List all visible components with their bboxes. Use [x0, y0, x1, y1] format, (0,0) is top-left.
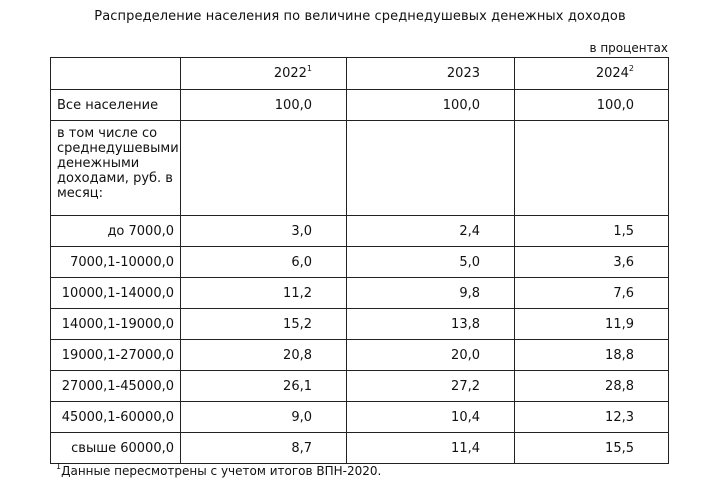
unit-label: в процентах	[589, 41, 668, 55]
cell-value: 3,0	[181, 216, 347, 247]
cell-value: 12,3	[515, 402, 669, 433]
cell-value: 2,4	[347, 216, 515, 247]
cell-value: 9,0	[181, 402, 347, 433]
total-row	[51, 90, 669, 121]
cell-value: 100,0	[181, 90, 347, 121]
table-row	[51, 371, 669, 402]
row-label: до 7000,0	[51, 216, 181, 247]
cell-value: 20,0	[347, 340, 515, 371]
cell-value: 6,0	[181, 247, 347, 278]
cell-value: 11,9	[515, 309, 669, 340]
table-row	[51, 216, 669, 247]
cell-value: 100,0	[347, 90, 515, 121]
cell-value: 8,7	[181, 433, 347, 464]
header-row	[51, 58, 669, 90]
description-label: в том числе со среднедушевыми денежными доходами, руб. в месяц:	[51, 121, 181, 216]
header-year-2022: 2022$^1$	[181, 58, 347, 90]
row-label: Все население	[51, 90, 181, 121]
row-label: свыше 60000,0	[51, 433, 181, 464]
cell-value: 100,0	[515, 90, 669, 121]
empty-cell	[181, 121, 347, 216]
row-label: 7000,1-10000,0	[51, 247, 181, 278]
cell-value: 15,2	[181, 309, 347, 340]
empty-cell	[515, 121, 669, 216]
cell-value: 26,1	[181, 371, 347, 402]
cell-value: 3,6	[515, 247, 669, 278]
row-label: 14000,1-19000,0	[51, 309, 181, 340]
row-label: 45000,1-60000,0	[51, 402, 181, 433]
row-label: 19000,1-27000,0	[51, 340, 181, 371]
footnote-mark: 1	[56, 462, 62, 471]
cell-value: 13,8	[347, 309, 515, 340]
cell-value: 18,8	[515, 340, 669, 371]
cell-value: 1,5	[515, 216, 669, 247]
table-row	[51, 278, 669, 309]
header-year-2023: 2023	[347, 58, 515, 90]
table-title: Распределение населения по величине среднедушевых денежных доходов	[94, 9, 626, 24]
cell-value: 11,4	[347, 433, 515, 464]
table-row	[51, 433, 669, 464]
table-row	[51, 340, 669, 371]
empty-cell	[347, 121, 515, 216]
cell-value: 27,2	[347, 371, 515, 402]
cell-value: 7,6	[515, 278, 669, 309]
cell-value: 10,4	[347, 402, 515, 433]
cell-value: 28,8	[515, 371, 669, 402]
footnote-text: Данные пересмотрены с учетом итогов ВПН-2020.	[61, 464, 382, 478]
cell-value: 9,8	[347, 278, 515, 309]
cell-value: 5,0	[347, 247, 515, 278]
table-row	[51, 247, 669, 278]
cell-value: 11,2	[181, 278, 347, 309]
cell-value: 20,8	[181, 340, 347, 371]
row-label: 10000,1-14000,0	[51, 278, 181, 309]
cell-value: 15,5	[515, 433, 669, 464]
footnote	[56, 464, 381, 478]
income-distribution-table	[50, 57, 669, 464]
row-label: 27000,1-45000,0	[51, 371, 181, 402]
header-empty-cell	[51, 58, 181, 90]
table-row	[51, 402, 669, 433]
table-row	[51, 309, 669, 340]
description-row	[51, 121, 669, 216]
header-year-2024: 2024$^2$	[515, 58, 669, 90]
